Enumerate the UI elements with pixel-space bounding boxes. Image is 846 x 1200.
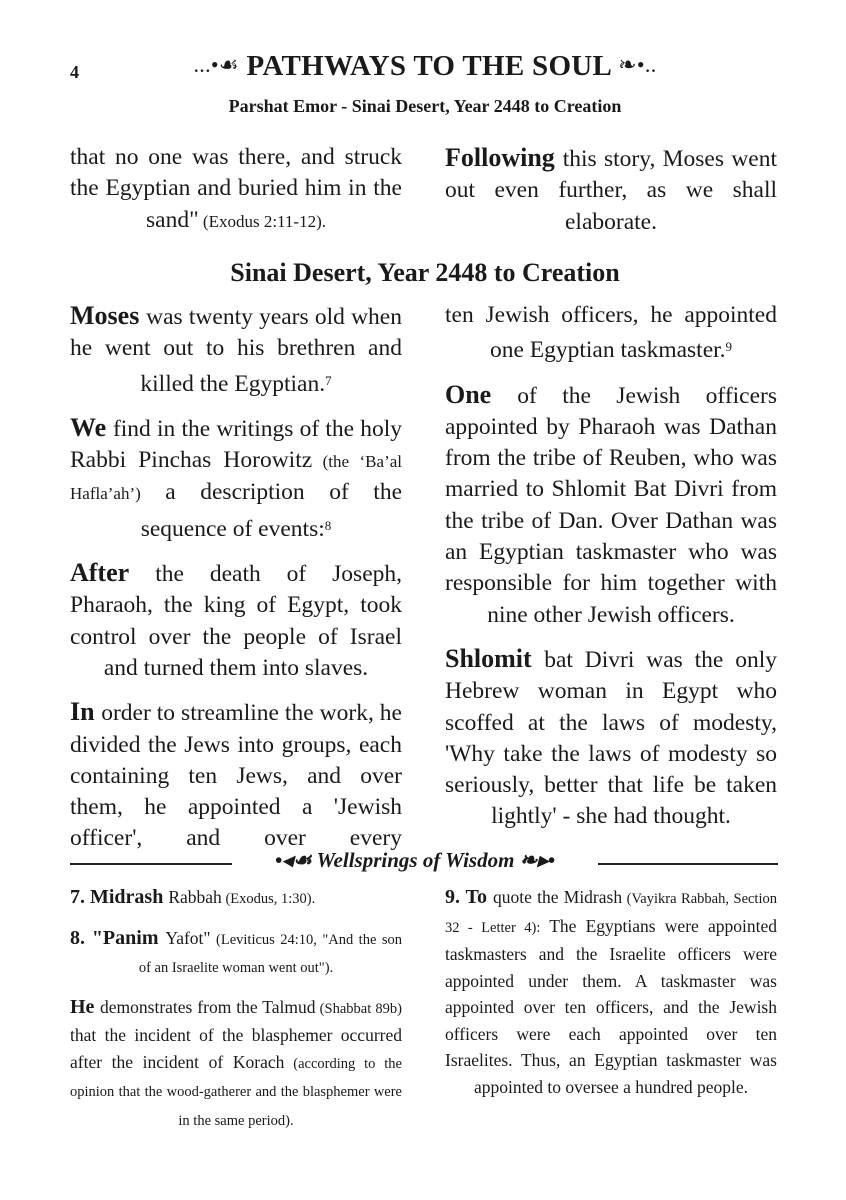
paragraph-text: this story, Moses went out even further, as we shall elaborate. xyxy=(445,146,777,235)
paragraph xyxy=(70,300,402,400)
paragraph xyxy=(70,412,402,545)
footnote-lead: 9. To xyxy=(445,886,488,908)
lead-word: Shlomit xyxy=(445,643,532,673)
footnote-text: quote the Midrash xyxy=(492,887,623,907)
footnote-ref: (Leviticus 24:10, "And the son of an Israelite woman went out"). xyxy=(138,931,402,976)
footnote-text: Yafot" xyxy=(165,927,211,948)
footnotes-right-column xyxy=(445,884,777,1112)
running-header-title xyxy=(130,50,720,83)
paragraph-text: order to streamline the work, he divided the Jews into groups, each containing ten Jews, and over them, he appointed a 'Jewish officer', and over every xyxy=(70,700,402,852)
left-column xyxy=(70,300,402,867)
paragraph xyxy=(70,557,402,684)
footnotes-left-column xyxy=(70,884,402,1146)
paragraph-text: was twenty years old when he went out to his brethren and killed the Egyptian. xyxy=(70,304,402,397)
paragraph-text: bat Divri was the only Hebrew woman in Egypt who scoffed at the laws of modesty, 'Why take the laws of modesty so seriously, better that life be taken lightly' - she had thought. xyxy=(445,646,777,830)
lead-word: We xyxy=(70,412,107,442)
footnote xyxy=(70,994,402,1135)
footnote-text: demonstrates from the Talmud xyxy=(100,996,316,1017)
footnote-ref: (Exodus, 1:30). xyxy=(221,891,316,907)
paragraph xyxy=(70,696,402,854)
divider-label-text: Wellsprings of Wisdom xyxy=(316,848,515,872)
paragraph xyxy=(445,142,777,238)
footnote-marker[interactable]: 7 xyxy=(325,372,332,388)
lead-word: After xyxy=(70,558,129,588)
footnote-marker[interactable]: 9 xyxy=(725,339,733,355)
paragraph xyxy=(445,300,777,367)
ornament-right-icon: ❧▸• xyxy=(519,848,556,872)
right-column xyxy=(445,300,777,845)
paragraph-text: of the Jewish officers appointed by Pharaoh was Dathan from the tribe of Reuben, who was married to Shlomit Bat Divri from the tribe of Dan. Over Dathan was an Egyptian taskmaster who was responsible for him together with nine other Jewish officers. xyxy=(445,382,778,628)
paragraph-text: the death of Joseph, Pharaoh, the king of Egypt, took control over the people of Israel and turned them into slaves. xyxy=(70,561,403,681)
footnote-lead: 8. "Panim xyxy=(70,926,159,949)
paragraph-text: find in the writings of the holy Rabbi Pinchas Horowitz xyxy=(70,415,403,474)
section-title: Sinai Desert, Year 2448 to Creation xyxy=(230,258,620,287)
footnote-ref: (Vayikra Rabbah, Section 32 - Letter 4): xyxy=(445,891,777,936)
footnote-marker[interactable]: 8 xyxy=(324,517,332,533)
footnote-ref: (according to the opinion that the wood-gatherer and the blasphemer were in the same period). xyxy=(70,1055,402,1129)
footnote-text: Rabbah xyxy=(168,887,222,907)
running-header-subtitle: Parshat Emor - Sinai Desert, Year 2448 to Creation xyxy=(228,96,622,116)
lead-word: Following xyxy=(445,143,555,172)
paragraph xyxy=(70,142,402,237)
top-right-column xyxy=(445,142,777,250)
footnote xyxy=(70,884,402,913)
paragraph xyxy=(445,379,777,631)
lead-word: Moses xyxy=(70,301,140,330)
divider-line-left xyxy=(70,863,232,865)
paragraph-text: that no one was there, and struck the Egyptian and buried him in the sand" xyxy=(70,144,402,233)
footnote-ref: (Shabbat 89b) xyxy=(315,1000,402,1017)
page-number: 4 xyxy=(70,62,79,82)
ornament-left-icon: •◂☙ xyxy=(274,848,312,872)
divider-label xyxy=(232,848,598,873)
header-title-text: PATHWAYS TO THE SOUL xyxy=(246,50,611,82)
footnote xyxy=(445,884,777,1100)
paragraph xyxy=(445,643,777,833)
ornament-left-icon: ...•☙ xyxy=(193,52,239,77)
divider-line-right xyxy=(598,863,778,865)
footnote-lead: He xyxy=(70,995,95,1018)
aside-text: (the ‘Ba’al Hafla’ah’) xyxy=(70,452,402,504)
lead-word: One xyxy=(445,379,492,409)
footnote xyxy=(70,925,402,982)
ornament-right-icon: ❧•.. xyxy=(618,52,657,77)
footnote-text: The Egyptians were appointed taskmasters and the Israelite officers were appointed under them. A taskmaster was appointed over ten officers, and the Jewish officers were each appointed over ten Israelites. Thus, an Egyptian taskmaster was appointed to oversee a hundred people. xyxy=(445,915,777,1097)
reference: (Exodus 2:11-12). xyxy=(198,211,326,231)
paragraph-text: ten Jewish officers, he appointed one Egyptian taskmaster. xyxy=(445,302,777,364)
footnote-lead: 7. Midrash xyxy=(70,886,164,908)
footnotes-divider xyxy=(70,848,778,878)
paragraph-text: a description of the sequence of events: xyxy=(140,479,402,542)
lead-word: In xyxy=(70,697,95,727)
footnote-text: that the incident of the blasphemer occurred after the incident of Korach xyxy=(70,1025,402,1072)
top-left-column xyxy=(70,142,402,249)
